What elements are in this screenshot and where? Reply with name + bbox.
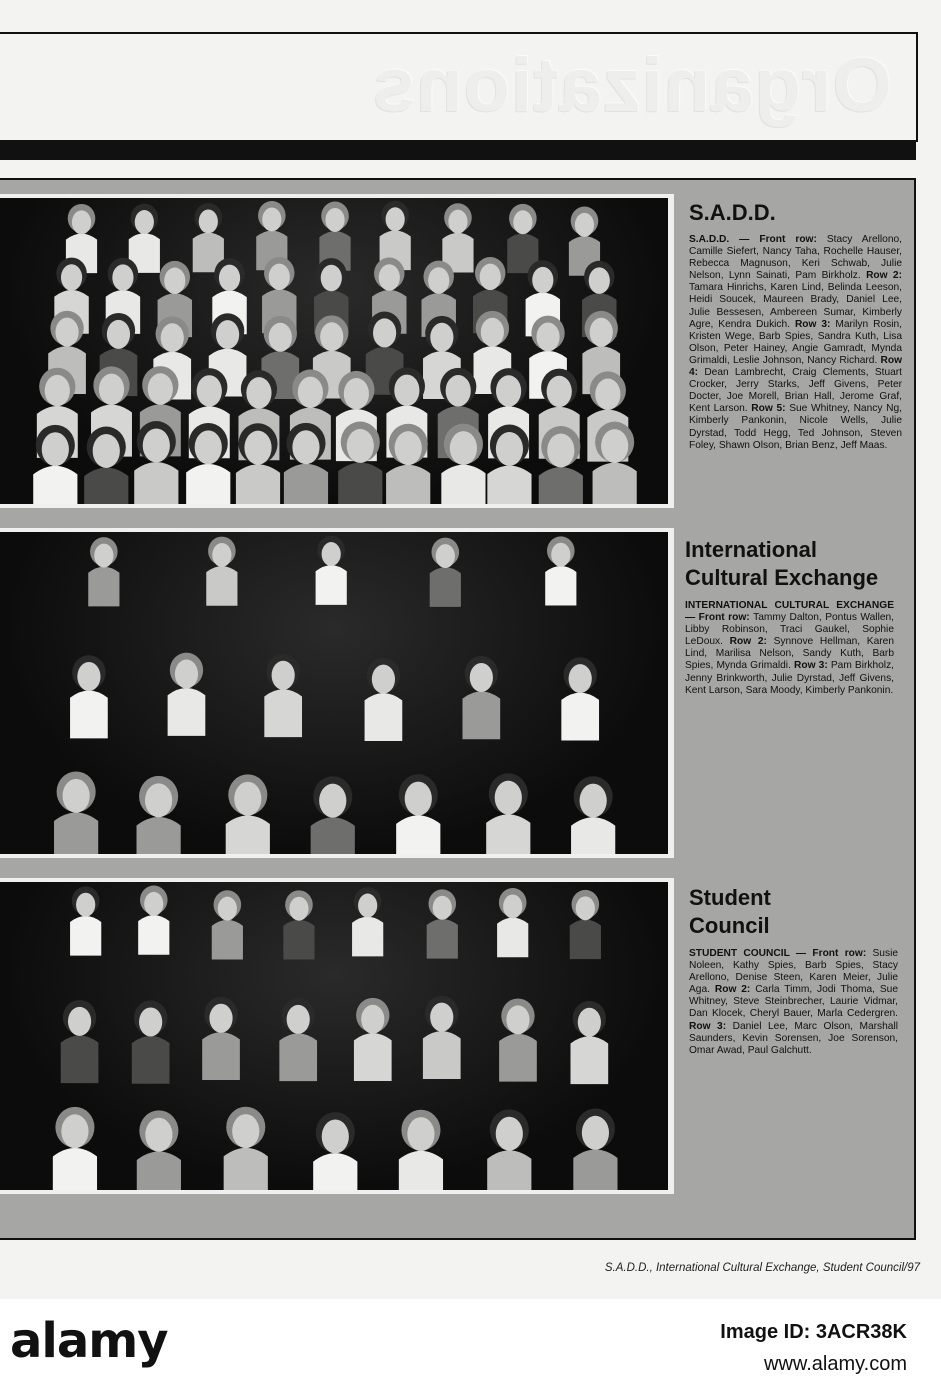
row-label: Row 4: (689, 354, 902, 379)
person-face (373, 318, 396, 347)
person-face (143, 428, 170, 462)
person-figure (386, 424, 430, 504)
row-label: Row 2: (866, 270, 902, 282)
person-face (582, 1116, 609, 1150)
person-face (234, 782, 261, 816)
person-face (112, 264, 133, 291)
person-face (430, 1003, 453, 1032)
person-figure (283, 890, 314, 959)
person-figure (423, 996, 461, 1079)
row-names: Tamara Hinrichs, Karen Lind, Belinda Leeson, Heidi Soucek, Maureen Brady, Daniel Lee, Julie Bessesen, Ambereen Sumar, Kimberly Agre, Kendra Dukich. (689, 282, 902, 330)
person-body (224, 1148, 268, 1190)
person-face (536, 322, 559, 351)
person-face (287, 1005, 310, 1034)
person-body (138, 915, 169, 955)
person-body (54, 813, 98, 854)
person-figure (206, 537, 237, 606)
person-figure (396, 774, 440, 854)
person-face (344, 378, 369, 410)
person-face (481, 318, 504, 347)
person-body (168, 688, 206, 736)
student-council-caption (689, 948, 898, 1057)
person-body (573, 1149, 617, 1190)
row-names: Marilyn Rosin, Kristen Wege, Barb Spies, Sandra Kuth, Lisa Olson, Peter Hainey, Angie Gamradt, Mynda Grimaldi, Leslie Johnson, Nancy Richard. (689, 318, 902, 366)
person-figure (573, 1108, 617, 1190)
row-names: Susie Noleen, Kathy Spies, Barb Spies, Stacy Arellono, Denise Steen, Karen Meier, Julie Aga. (689, 948, 898, 996)
person-figure (487, 1109, 531, 1190)
person-face (347, 429, 374, 463)
person-figure (224, 1107, 268, 1190)
row-label: Row 5: (751, 403, 790, 415)
person-figure (571, 776, 615, 854)
person-face (575, 213, 594, 237)
person-face (199, 209, 218, 233)
row-label: Row 2: (714, 984, 756, 996)
person-face (99, 374, 124, 406)
person-figure (352, 887, 383, 956)
sadd-heading: S.A.D.D. (689, 200, 776, 225)
person-body (462, 691, 500, 739)
person-figure (284, 423, 328, 504)
person-face (322, 1119, 349, 1153)
person-face (547, 376, 572, 408)
person-figure (132, 1001, 170, 1084)
person-body (264, 689, 302, 737)
row-names: Pam Birkholz, Jenny Brinkworth, Julie Dyrstad, Jeff Givens, Kent Larson, Sara Moody, Kimberly Pankonin. (685, 660, 894, 696)
person-body (441, 465, 485, 504)
person-body (561, 693, 599, 741)
person-face (448, 210, 467, 234)
person-face (269, 323, 292, 352)
person-body (497, 918, 528, 958)
person-face (55, 318, 78, 347)
ice-heading: International Cultural Exchange (685, 537, 879, 590)
person-face (292, 430, 319, 464)
person-face (45, 375, 70, 407)
person-body (88, 567, 119, 607)
person-body (499, 1034, 537, 1082)
row-names: Stacy Arellono, Camille Siefert, Nancy Taha, Rochelle Hauser, Rebecca Magnuson, Keri Schwab, Julie Nelson, Lynn Sainati, Pam Birkholz. (689, 234, 902, 282)
person-body (226, 815, 270, 854)
person-face (212, 543, 231, 567)
person-face (72, 210, 91, 234)
person-body (354, 1033, 392, 1081)
person-body (570, 920, 601, 960)
person-body (316, 565, 347, 605)
person-figure (70, 886, 101, 955)
ice-group-photo (0, 532, 668, 854)
person-body (427, 919, 458, 959)
person-face (94, 544, 113, 568)
person-face (298, 377, 323, 409)
person-face (262, 207, 281, 231)
ice-caption (685, 600, 894, 697)
person-face (77, 662, 100, 691)
person-figure (193, 203, 224, 272)
person-body (70, 916, 101, 956)
person-figure (54, 771, 98, 854)
person-face (386, 207, 405, 231)
person-figure (442, 203, 473, 272)
person-figure (354, 998, 392, 1081)
person-face (569, 664, 592, 693)
caption-lead: INTERNATIONAL CULTURAL EXCHANGE — Front row: (685, 600, 894, 624)
person-face (395, 431, 422, 465)
person-figure (487, 425, 531, 504)
person-face (407, 1117, 434, 1151)
person-body (202, 1032, 240, 1080)
person-body (212, 920, 243, 960)
person-figure (441, 424, 485, 504)
person-body (236, 464, 280, 504)
person-face (232, 1114, 259, 1148)
person-face (372, 665, 395, 694)
person-face (450, 431, 477, 465)
page-footer-caption: S.A.D.D., International Cultural Exchange, Student Council/97 (604, 1262, 920, 1274)
caption-lead: STUDENT COUNCIL — Front row: (689, 948, 873, 959)
person-face (590, 318, 613, 347)
person-face (197, 375, 222, 407)
person-figure (186, 423, 230, 504)
person-face (551, 543, 570, 567)
person-face (496, 432, 523, 466)
row-label: Row 3: (794, 318, 836, 330)
person-body (365, 693, 403, 741)
person-figure (168, 653, 206, 736)
person-face (246, 377, 271, 409)
person-face (107, 320, 130, 349)
person-figure (430, 538, 461, 607)
row-names: Carla Timm, Jodi Thoma, Sue Whitney, Steve Steinbrecher, Laurie Vidmar, Dan Klocek, Cheryl Bauer, Marla Cedergren. (689, 984, 898, 1020)
person-figure (53, 1107, 97, 1190)
person-figure (212, 890, 243, 959)
person-face (319, 784, 346, 818)
caption-lead: S.A.D.D. — Front row: (689, 234, 827, 245)
person-face (580, 784, 607, 818)
person-body (313, 1153, 357, 1190)
person-face (321, 265, 342, 292)
image-id: Image ID: 3ACR38K (720, 1321, 907, 1343)
person-body (53, 1148, 97, 1190)
header-banner (0, 32, 918, 142)
student-council-group-photo (0, 882, 668, 1190)
person-face (61, 264, 82, 291)
person-figure (88, 537, 119, 606)
person-face (496, 1117, 523, 1151)
person-body (570, 1036, 608, 1084)
person-face (433, 896, 452, 920)
person-face (547, 433, 574, 467)
person-face (289, 897, 308, 921)
person-body (338, 463, 382, 504)
person-body (487, 1150, 531, 1190)
person-face (135, 210, 154, 234)
person-face (63, 779, 90, 813)
person-face (218, 897, 237, 921)
person-figure (61, 1000, 99, 1083)
person-body (61, 1035, 99, 1083)
person-face (601, 429, 628, 463)
person-face (61, 1114, 88, 1148)
person-figure (138, 886, 169, 955)
person-figure (499, 998, 537, 1081)
row-label: Row 2: (729, 636, 774, 648)
person-body (399, 1151, 443, 1190)
person-figure (264, 654, 302, 737)
person-face (269, 264, 290, 291)
person-figure (561, 657, 599, 740)
photo-people (0, 198, 668, 504)
row-names: Sue Whitney, Nancy Ng, Kimberly Pankonin, Nicole Wells, Julie Dyrstad, Todd Hegg, Ted Johnson, Steven Foley, Shawn Olson, Brian Benz, Jeff Maas. (689, 403, 902, 451)
alamy-logo: alamy (10, 1313, 168, 1369)
person-body (206, 566, 237, 606)
row-names: Synnove Hellman, Karen Lind, Marilisa Nelson, Sandy Kuth, Barb Spies, Mynda Grimaldi. (685, 636, 894, 672)
person-figure (486, 773, 530, 854)
person-body (134, 462, 178, 504)
person-face (322, 542, 341, 566)
person-body (539, 467, 583, 504)
person-body (486, 814, 530, 854)
person-face (244, 431, 271, 465)
person-body (33, 466, 77, 504)
person-face (145, 783, 172, 817)
person-face (161, 323, 184, 352)
person-body (423, 1031, 461, 1079)
person-body (386, 465, 430, 504)
person-figure (545, 536, 576, 605)
person-face (325, 208, 344, 232)
row-names: Daniel Lee, Marc Olson, Marshall Saunders, Kevin Sorensen, Joe Sorenson, Omar Awad, Paul Galchutt. (689, 1020, 898, 1056)
row-names: Tammy Dalton, Pontus Wallen, Libby Robinson, Traci Gaukel, Sophie LeDoux. (685, 612, 894, 648)
person-figure (316, 536, 347, 605)
person-face (175, 660, 198, 689)
person-face (428, 267, 449, 294)
person-face (42, 432, 69, 466)
header-rule (0, 140, 916, 160)
person-face (446, 375, 471, 407)
person-figure (338, 422, 382, 504)
person-face (589, 267, 610, 294)
person-face (93, 434, 120, 468)
person-face (216, 320, 239, 349)
person-face (405, 782, 432, 816)
photo-people (0, 532, 668, 854)
person-face (503, 894, 522, 918)
person-face (148, 373, 173, 405)
person-figure (399, 1110, 443, 1190)
person-body (284, 464, 328, 504)
person-figure (570, 1001, 608, 1084)
person-figure (539, 426, 583, 504)
photo-people (0, 882, 668, 1190)
person-body (283, 920, 314, 960)
row-label: Row 3: (689, 1020, 733, 1032)
person-body (311, 817, 355, 854)
credit-url: www.alamy.com (764, 1353, 907, 1375)
person-figure (462, 656, 500, 739)
row-names: Dean Lambrecht, Craig Clements, Stuart Crocker, Jerry Starks, Jeff Givens, Peter Docter, Joe Morell, Brian Hall, Jerome Graf, Kent Larson. (689, 367, 902, 415)
person-figure (33, 425, 77, 504)
person-figure (226, 774, 270, 854)
person-face (272, 661, 295, 690)
person-figure (593, 422, 637, 504)
person-face (145, 1118, 172, 1152)
person-face (361, 1005, 384, 1034)
person-body (571, 817, 615, 854)
person-body (70, 690, 108, 738)
person-body (396, 815, 440, 854)
person-face (219, 265, 240, 292)
person-figure (365, 658, 403, 741)
person-figure (84, 427, 128, 504)
person-face (209, 1004, 232, 1033)
person-face (506, 1005, 529, 1034)
person-face (578, 1008, 601, 1037)
person-figure (70, 655, 108, 738)
sadd-caption (689, 234, 902, 452)
page-title: Organizations (372, 43, 892, 128)
person-face (595, 379, 620, 411)
person-face (430, 323, 453, 352)
person-face (532, 267, 553, 294)
person-figure (279, 998, 317, 1081)
person-face (76, 893, 95, 917)
stock-credit-bar (0, 1299, 941, 1390)
ice-section (685, 536, 894, 697)
person-body (279, 1033, 317, 1081)
person-body (593, 463, 637, 504)
person-figure (570, 890, 601, 959)
row-label: Row 3: (794, 660, 831, 672)
person-face (320, 322, 343, 351)
student-council-heading: Student Council (689, 885, 771, 938)
sadd-section (689, 200, 902, 452)
person-face (164, 268, 185, 295)
sadd-group-photo (0, 198, 668, 504)
person-face (495, 781, 522, 815)
person-face (139, 1007, 162, 1036)
student-council-section (689, 884, 898, 1057)
person-body (137, 817, 181, 854)
person-figure (427, 889, 458, 958)
person-figure (236, 423, 280, 504)
person-body (430, 567, 461, 607)
person-body (132, 1036, 170, 1084)
person-face (379, 264, 400, 291)
person-figure (137, 1110, 181, 1190)
person-body (186, 464, 230, 504)
person-figure (137, 776, 181, 854)
person-face (480, 264, 501, 291)
person-figure (134, 421, 178, 504)
person-face (68, 1007, 91, 1036)
person-face (144, 892, 163, 916)
person-face (576, 896, 595, 920)
person-face (358, 894, 377, 918)
person-body (84, 468, 128, 504)
person-body (352, 917, 383, 957)
person-figure (507, 204, 538, 273)
person-face (195, 430, 222, 464)
person-face (496, 375, 521, 407)
person-face (394, 375, 419, 407)
person-body (487, 466, 531, 504)
person-figure (497, 888, 528, 957)
person-body (545, 566, 576, 606)
person-face (470, 663, 493, 692)
person-face (513, 210, 532, 234)
person-figure (202, 997, 240, 1080)
person-face (436, 544, 455, 568)
person-figure (313, 1112, 357, 1190)
person-body (137, 1151, 181, 1190)
person-figure (311, 776, 355, 854)
